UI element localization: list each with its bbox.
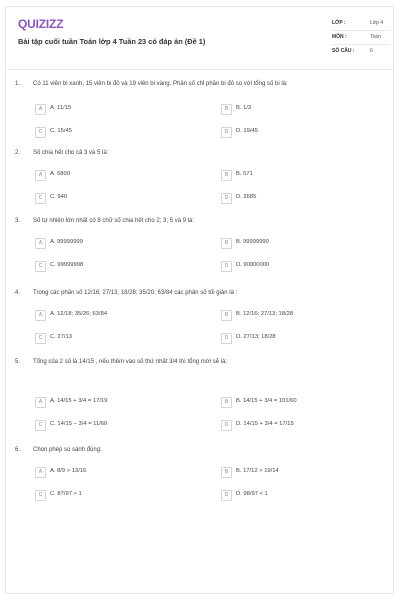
question-text: Trong các phân số 12/16; 27/13; 18/28; 35/20; 63/84 các phân số tối giản là :	[33, 290, 238, 296]
meta-value: 6	[370, 48, 373, 54]
option-letter-box: D	[221, 127, 232, 138]
option-letter-box: B	[221, 467, 232, 478]
option-text: C. 14/15 − 3/4 = 11/60	[50, 421, 108, 427]
option-letter-box: D	[221, 193, 232, 204]
question-number: 3.	[15, 218, 21, 224]
question-number: 1.	[15, 81, 21, 87]
worksheet-page	[5, 6, 394, 594]
meta-row-count	[332, 45, 390, 58]
option-text: D. 19/45	[236, 128, 258, 134]
question-number: 2.	[15, 150, 21, 156]
question-text: Chọn phép so sánh đúng:	[33, 447, 102, 453]
meta-table	[332, 17, 390, 58]
option-text: D. 98/97 < 1	[236, 491, 268, 497]
option-letter-box: A	[35, 397, 46, 408]
option-letter-box: C	[35, 333, 46, 344]
meta-key: LỚP :	[332, 20, 346, 26]
option-text: D. 2685	[236, 194, 257, 200]
question-text: Số chia hết cho cả 3 và 5 là:	[33, 150, 109, 156]
option-text: A. 14/15 + 3/4 = 17/19	[50, 398, 108, 404]
quizizz-logo: QUIZIZZ	[18, 17, 64, 31]
option-letter-box: C	[35, 261, 46, 272]
option-letter-box: A	[35, 104, 46, 115]
meta-key: MÔN :	[332, 34, 347, 40]
option-letter-box: A	[35, 170, 46, 181]
option-letter-box: C	[35, 490, 46, 501]
option-text: A. 11/15	[50, 105, 72, 111]
option-text: D. 27/13; 18/28	[236, 334, 276, 340]
option-text: A. 99999999	[50, 239, 83, 245]
option-text: B. 17/12 > 19/14	[236, 468, 279, 474]
worksheet-header	[6, 7, 393, 67]
header-divider	[6, 69, 393, 70]
question-number: 6.	[15, 447, 21, 453]
option-letter-box: D	[221, 333, 232, 344]
option-text: C. 87/97 > 1	[50, 491, 82, 497]
option-letter-box: B	[221, 104, 232, 115]
option-letter-box: D	[221, 490, 232, 501]
option-text: D. 90000000	[236, 262, 270, 268]
option-letter-box: A	[35, 310, 46, 321]
question-text: Tổng của 2 số là 14/15 , nếu thêm vào số thứ nhất 3/4 thì tổng mới sẽ là:	[33, 359, 228, 365]
option-letter-box: B	[221, 238, 232, 249]
option-text: D. 14/15 + 3/4 = 17/15	[236, 421, 294, 427]
option-letter-box: B	[221, 170, 232, 181]
option-text: A. 12/18; 35/26; 63/84	[50, 311, 108, 317]
meta-row-subject	[332, 31, 390, 45]
option-letter-box: A	[35, 238, 46, 249]
option-letter-box: C	[35, 193, 46, 204]
meta-value: Toán	[370, 34, 381, 40]
meta-key: SỐ CÂU :	[332, 48, 355, 54]
meta-row-class	[332, 17, 390, 31]
option-text: C. 99999998	[50, 262, 84, 268]
option-text: B. 99999990	[236, 239, 269, 245]
option-letter-box: D	[221, 420, 232, 431]
worksheet-title: Bài tập cuối tuần Toán lớp 4 Tuần 23 có đáp án (Đề 1)	[18, 37, 206, 46]
option-letter-box: C	[35, 127, 46, 138]
option-text: A. 8/9 > 13/16	[50, 468, 87, 474]
option-text: B. 1/3	[236, 105, 252, 111]
option-text: C. 940	[50, 194, 68, 200]
option-letter-box: C	[35, 420, 46, 431]
option-text: C. 15/45	[50, 128, 72, 134]
option-text: B. 571	[236, 171, 253, 177]
option-letter-box: B	[221, 310, 232, 321]
question-text: Có 11 viên bi xanh, 15 viên bi đỏ và 19 viên bi vàng. Phân số chỉ phần bi đỏ so với tổng số bi là:	[33, 81, 288, 87]
question-number: 4.	[15, 290, 21, 296]
option-letter-box: A	[35, 467, 46, 478]
option-text: B. 12/16; 27/13; 18/28	[236, 311, 294, 317]
option-letter-box: B	[221, 397, 232, 408]
option-text: C. 27/13	[50, 334, 72, 340]
question-text: Số tự nhiên lớn nhất có 8 chữ số chia hết cho 2; 3; 5 và 9 là:	[33, 218, 195, 224]
question-number: 5.	[15, 359, 21, 365]
option-letter-box: D	[221, 261, 232, 272]
meta-value: Lớp 4	[370, 20, 384, 26]
option-text: B. 14/15 + 3/4 = 101/60	[236, 398, 297, 404]
option-text: A. 6800	[50, 171, 70, 177]
